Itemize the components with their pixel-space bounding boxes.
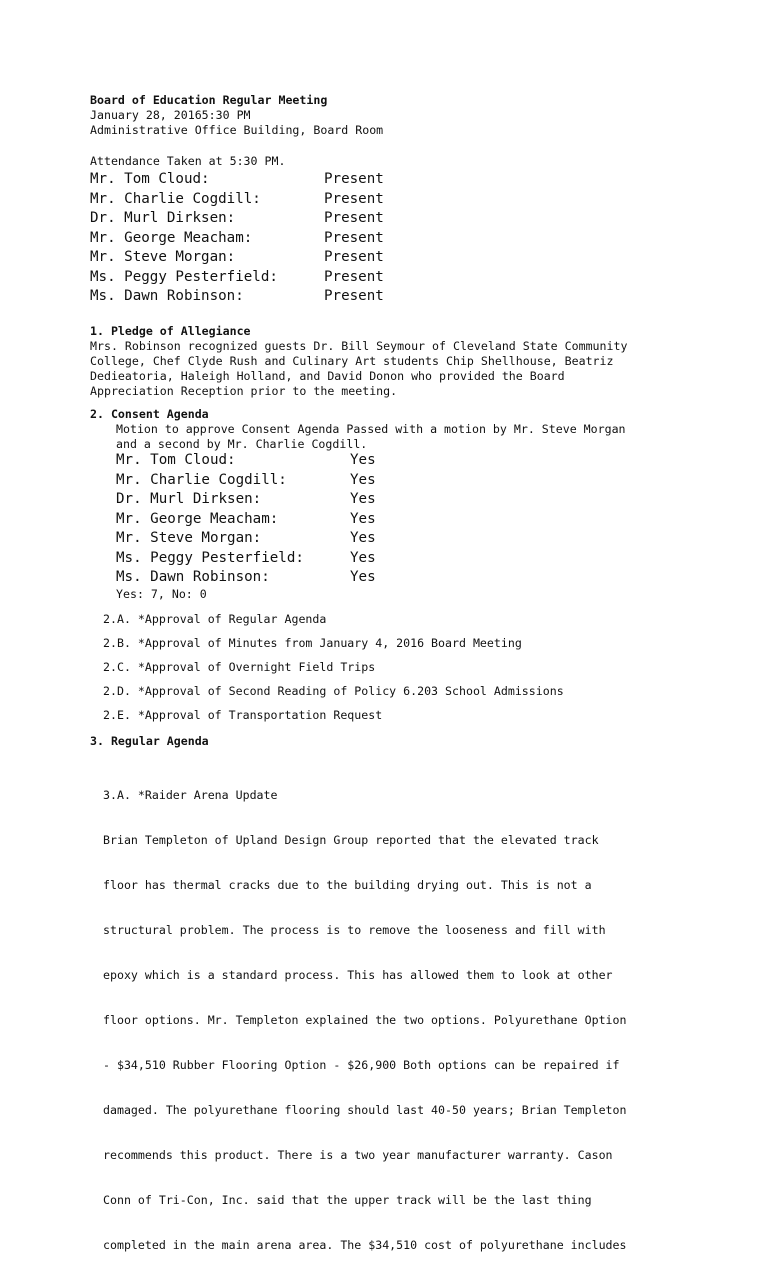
agenda-item: 2.E. *Approval of Transportation Request — [103, 708, 383, 722]
member-status: Present — [324, 190, 384, 207]
attendance-row — [90, 268, 384, 288]
vote-list — [116, 451, 376, 588]
paragraph-line: Brian Templeton of Upland Design Group reported that the elevated track — [103, 833, 599, 847]
agenda-item: 2.C. *Approval of Overnight Field Trips — [103, 660, 376, 674]
member-name: Mr. George Meacham: — [116, 510, 279, 527]
attendance-intro: Attendance Taken at 5:30 PM. — [90, 154, 286, 168]
section-heading: 3. Regular Agenda — [90, 734, 209, 748]
agenda-item: 2.B. *Approval of Minutes from January 4, 2016 Board Meeting — [103, 636, 522, 650]
member-status: Present — [324, 249, 384, 265]
section-heading: 2. Consent Agenda — [90, 407, 209, 421]
paragraph-line: epoxy which is a standard process. This has allowed them to look at other — [103, 968, 613, 982]
member-name: Mr. Steve Morgan: — [116, 530, 262, 546]
meeting-datetime: January 28, 20165:30 PM — [90, 108, 251, 122]
member-vote: Yes — [350, 530, 376, 546]
paragraph-line: completed in the main arena area. The $34,510 cost of polyurethane includes — [103, 1238, 627, 1252]
paragraph-line: - $34,510 Rubber Flooring Option - $26,900 Both options can be repaired if — [103, 1058, 620, 1072]
attendance-row — [90, 248, 384, 268]
paragraph-line: and a second by Mr. Charlie Cogdill. — [116, 437, 368, 451]
paragraph-line: recommends this product. There is a two year manufacturer warranty. Cason — [103, 1148, 613, 1162]
member-name: Ms. Dawn Robinson: — [90, 288, 244, 304]
member-status: Present — [324, 288, 384, 304]
member-status: Present — [324, 268, 384, 285]
member-name: Mr. Tom Cloud: — [116, 452, 236, 468]
paragraph-line: damaged. The polyurethane flooring should last 40-50 years; Brian Templeton — [103, 1103, 627, 1117]
paragraph-line: Appreciation Reception prior to the meeting. — [90, 384, 398, 398]
member-status: Present — [324, 210, 384, 226]
paragraph-line: Mrs. Robinson recognized guests Dr. Bill Seymour of Cleveland State Community — [90, 339, 628, 353]
vote-row — [116, 451, 376, 471]
attendance-row — [90, 287, 384, 307]
agenda-subheading: 3.A. *Raider Arena Update — [103, 788, 278, 802]
member-vote: Yes — [350, 510, 376, 527]
attendance-row — [90, 209, 384, 229]
member-name: Mr. Tom Cloud: — [90, 171, 210, 187]
member-name: Mr. Charlie Cogdill: — [116, 471, 287, 488]
attendance-row — [90, 170, 384, 190]
paragraph-line: Conn of Tri-Con, Inc. said that the upper track will be the last thing — [103, 1193, 592, 1207]
section3-body — [103, 758, 627, 1283]
vote-row — [116, 568, 376, 588]
member-name: Mr. Charlie Cogdill: — [90, 190, 261, 207]
attendance-row — [90, 229, 384, 249]
paragraph-line: floor options. Mr. Templeton explained the two options. Polyurethane Option — [103, 1013, 627, 1027]
meeting-header — [90, 93, 383, 138]
paragraph-line: Motion to approve Consent Agenda Passed with a motion by Mr. Steve Morgan — [116, 422, 626, 436]
member-name: Ms. Peggy Pesterfield: — [116, 549, 304, 566]
agenda-item: 2.A. *Approval of Regular Agenda — [103, 612, 327, 626]
vote-row — [116, 490, 376, 510]
vote-row — [116, 549, 376, 569]
vote-tally: Yes: 7, No: 0 — [116, 587, 207, 601]
meeting-location: Administrative Office Building, Board Room — [90, 123, 384, 137]
agenda-item: 2.D. *Approval of Second Reading of Policy 6.203 School Admissions — [103, 684, 564, 698]
member-vote: Yes — [350, 569, 376, 585]
member-name: Dr. Murl Dirksen: — [90, 210, 236, 226]
member-status: Present — [324, 229, 384, 246]
paragraph-line: College, Chef Clyde Rush and Culinary Art students Chip Shellhouse, Beatriz — [90, 354, 614, 368]
member-name: Ms. Peggy Pesterfield: — [90, 268, 278, 285]
member-vote: Yes — [350, 452, 376, 468]
member-name: Mr. George Meacham: — [90, 229, 253, 246]
member-name: Mr. Steve Morgan: — [90, 249, 236, 265]
member-vote: Yes — [350, 491, 376, 507]
section-pledge — [90, 324, 627, 399]
section-heading: 1. Pledge of Allegiance — [90, 324, 251, 338]
member-vote: Yes — [350, 549, 376, 566]
member-vote: Yes — [350, 471, 376, 488]
paragraph-line: Dedieatoria, Haleigh Holland, and David Donon who provided the Board — [90, 369, 565, 383]
member-status: Present — [324, 171, 384, 187]
attendance-list — [90, 170, 384, 307]
meeting-title: Board of Education Regular Meeting — [90, 93, 328, 107]
paragraph-line: structural problem. The process is to remove the looseness and fill with — [103, 923, 606, 937]
attendance-row — [90, 190, 384, 210]
paragraph-line: floor has thermal cracks due to the building drying out. This is not a — [103, 878, 592, 892]
vote-row — [116, 471, 376, 491]
vote-row — [116, 510, 376, 530]
consent-motion — [116, 422, 626, 452]
vote-row — [116, 529, 376, 549]
member-name: Ms. Dawn Robinson: — [116, 569, 270, 585]
member-name: Dr. Murl Dirksen: — [116, 491, 262, 507]
